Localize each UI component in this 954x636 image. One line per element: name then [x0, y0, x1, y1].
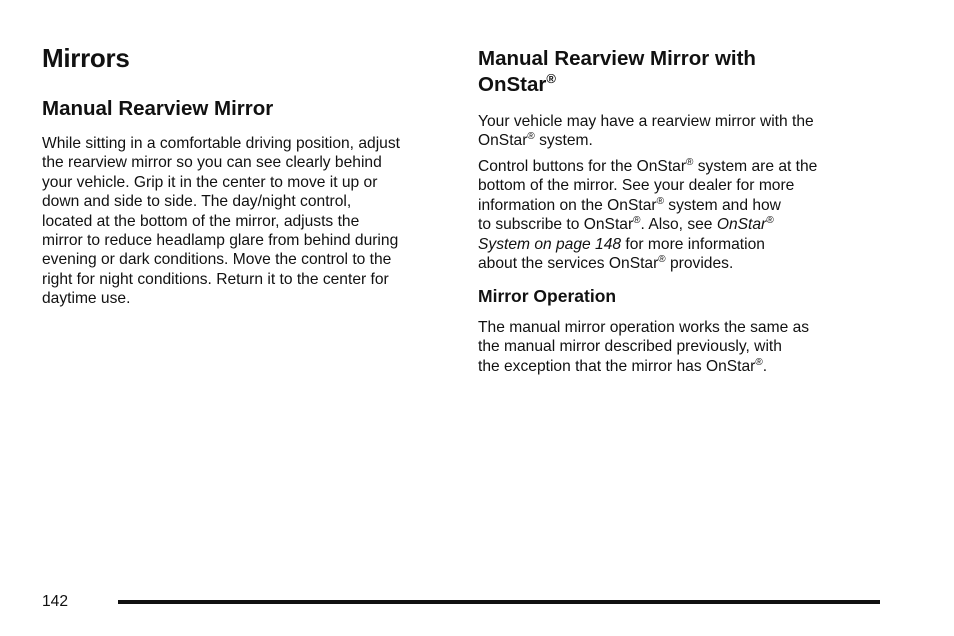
- registered-mark: ®: [658, 254, 666, 266]
- paragraph-line: While sitting in a comfortable driving position, adjust: [42, 135, 400, 152]
- mirror-operation-paragraph: [478, 318, 878, 376]
- paragraph-line: System on page 148 for more information: [478, 235, 765, 253]
- section-heading-manual-rearview-mirror: Manual Rearview Mirror: [42, 97, 274, 120]
- paragraph-line: Your vehicle may have a rearview mirror with the: [478, 113, 814, 130]
- registered-mark: ®: [755, 356, 763, 368]
- paragraph-line: Control buttons for the OnStar® system are at the: [478, 157, 818, 175]
- section-heading-mirror-with-onstar: [478, 46, 756, 98]
- paragraph-line: evening or dark conditions. Move the control to the: [42, 251, 392, 269]
- paragraph-line: daytime use.: [42, 290, 131, 308]
- paragraph-line: OnStar® system.: [478, 131, 593, 150]
- paragraph-line: down and side to side. The day/night control,: [42, 193, 352, 211]
- heading-line: Manual Rearview Mirror with: [478, 47, 756, 70]
- paragraph-line: the rearview mirror so you can see clearly behind: [42, 154, 382, 172]
- registered-mark: ®: [527, 131, 535, 143]
- registered-mark: ®: [686, 157, 694, 168]
- paragraph-line: about the services OnStar® provides.: [478, 254, 734, 273]
- heading-line: OnStar: [478, 73, 547, 96]
- paragraph-line: bottom of the mirror. See your dealer for more: [478, 177, 795, 195]
- manual-rearview-mirror-paragraph: [42, 134, 452, 309]
- footer-rule: [118, 600, 880, 604]
- paragraph-line: The manual mirror operation works the same as: [478, 319, 810, 336]
- paragraph-line: the exception that the mirror has OnStar®.: [478, 356, 768, 375]
- paragraph-line: mirror to reduce headlamp glare from behind during: [42, 232, 399, 250]
- paragraph-line: information on the OnStar® system and how: [478, 195, 781, 214]
- registered-mark: ®: [546, 71, 556, 86]
- onstar-intro-paragraph: [478, 112, 878, 151]
- onstar-page-reference-link[interactable]: System on page 148: [478, 235, 622, 253]
- onstar-reference-link[interactable]: OnStar®: [716, 215, 774, 234]
- paragraph-line: located at the bottom of the mirror, adjusts the: [42, 212, 360, 230]
- paragraph-line: the manual mirror described previously, with: [478, 338, 782, 356]
- paragraph-line: to subscribe to OnStar®. Also, see OnStar®: [478, 215, 774, 234]
- page-title: Mirrors: [42, 43, 130, 73]
- paragraph-line: your vehicle. Grip it in the center to move it up or: [42, 173, 378, 191]
- page-number: 142: [42, 593, 69, 610]
- registered-mark: ®: [633, 215, 641, 227]
- registered-mark: ®: [656, 195, 664, 207]
- onstar-controls-paragraph: [478, 157, 878, 273]
- paragraph-line: right for night conditions. Return it to the center for: [42, 270, 389, 288]
- registered-mark: ®: [766, 215, 774, 227]
- subheading-mirror-operation: Mirror Operation: [478, 286, 617, 306]
